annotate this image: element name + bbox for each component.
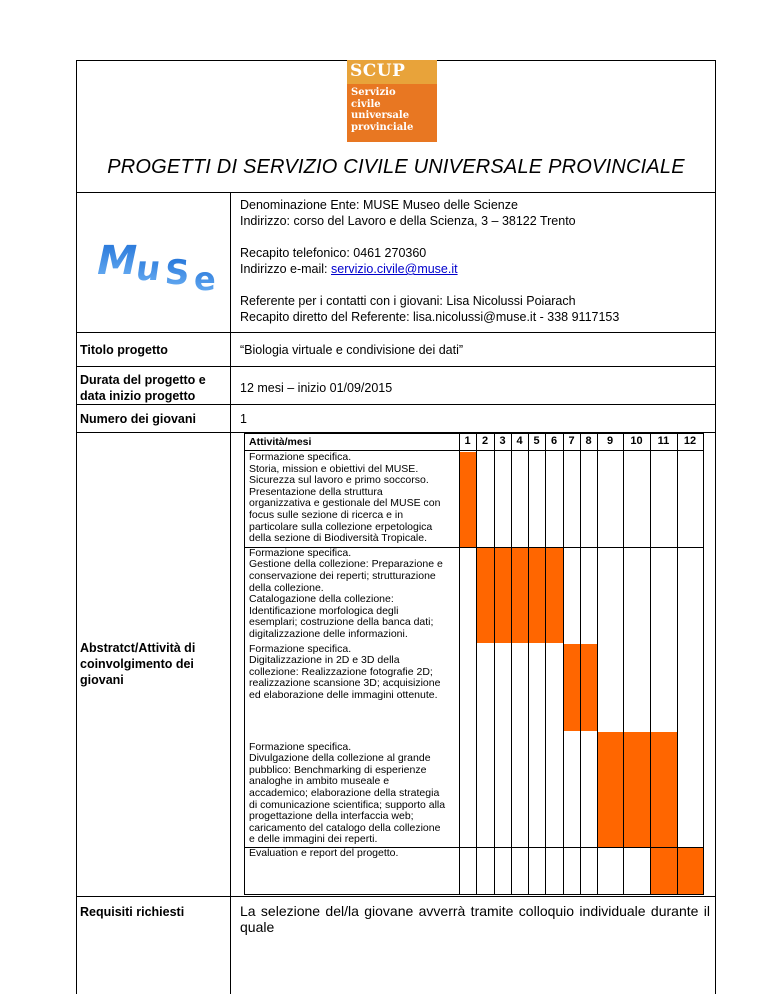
activity-description	[249, 742, 457, 846]
durata-label-2: data inizio progetto	[80, 389, 196, 403]
requisiti-label: Requisiti richiesti	[80, 905, 185, 919]
scup-logo-line: civile	[351, 98, 381, 110]
durata-value: 12 mesi – inizio 01/09/2015	[240, 381, 393, 395]
activity-month-bar	[651, 732, 677, 847]
activity-description	[249, 644, 457, 702]
ente-recapito-referente: Recapito diretto del Referente: lisa.nicolussi@muse.it - 338 9117153	[240, 310, 620, 324]
activity-description	[249, 452, 457, 545]
activity-month-bar	[512, 548, 528, 643]
activity-description	[249, 848, 457, 860]
titolo-value: “Biologia virtuale e condivisione dei dati”	[240, 343, 464, 357]
scup-logo-line: universale	[351, 110, 410, 121]
activity-text-line: Divulgazione della collezione al grande	[249, 752, 431, 765]
month-label: 5	[533, 435, 540, 447]
activity-month-bar	[598, 732, 623, 847]
month-label: 1	[464, 435, 471, 447]
activity-month-bar	[624, 732, 650, 847]
email-label: Indirizzo e-mail:	[240, 262, 331, 276]
activity-schedule-table	[244, 433, 704, 895]
activity-text-line: della sezione di Biodiversità Tropicale.	[249, 532, 428, 545]
month-column-line	[528, 434, 529, 894]
month-label: 10	[630, 435, 643, 447]
activity-month-bar	[651, 848, 677, 894]
ente-denominazione: Denominazione Ente: MUSE Museo delle Scienze	[240, 198, 518, 212]
activity-month-bar	[460, 452, 476, 547]
divider	[76, 332, 716, 333]
svg-text:u: u	[133, 249, 164, 289]
svg-text:e: e	[194, 260, 216, 298]
svg-text:S: S	[163, 253, 191, 293]
activity-text-line: caricamento del catalogo della collezione	[249, 821, 441, 834]
month-label: 7	[568, 435, 575, 447]
scup-logo	[347, 60, 437, 142]
requisiti-value: La selezione del/la giovane avverrà tramite colloquio individuale durante il quale	[240, 903, 710, 935]
email-link[interactable]: servizio.civile@muse.it	[331, 262, 458, 276]
activity-description	[249, 548, 457, 641]
abstract-label-2: coinvolgimento dei	[80, 657, 194, 671]
activity-month-bar	[564, 644, 580, 731]
month-label: 9	[606, 435, 614, 447]
month-column-line	[459, 434, 460, 894]
svg-text:M: M	[92, 236, 143, 284]
ente-indirizzo: Indirizzo: corso del Lavoro e della Scienza, 3 – 38122 Trento	[240, 214, 576, 228]
schedule-header-label: Attività/mesi	[249, 436, 312, 448]
month-column-line	[623, 434, 624, 894]
month-column-line	[545, 434, 546, 894]
month-column-line	[677, 434, 678, 894]
numero-value: 1	[240, 412, 247, 426]
activity-text-line: particolare sulla collezione erpetologica	[249, 520, 433, 533]
ente-email-row	[240, 261, 458, 277]
activity-text-line: e delle immagini dei reperti.	[249, 833, 378, 846]
scup-logo-line: Servizio	[351, 87, 396, 98]
divider	[76, 192, 716, 193]
month-column-line	[650, 434, 651, 894]
activity-text-line: conservazione dei reperti; strutturazione	[249, 569, 436, 582]
muse-logo	[92, 228, 226, 298]
activity-month-bar	[495, 548, 511, 643]
divider	[76, 896, 716, 897]
page-title: PROGETTI DI SERVIZIO CIVILE UNIVERSALE PROVINCIALE	[107, 156, 685, 178]
activity-text-line: analoghe in ambito museale e	[249, 775, 390, 788]
ente-telefono: Recapito telefonico: 0461 270360	[240, 246, 427, 260]
activity-text-line: esemplari; costruzione della banca dati;	[249, 616, 434, 629]
activity-text-line: Evaluation e report del progetto.	[249, 846, 399, 859]
activity-text-line: Presentazione della struttura	[249, 485, 383, 498]
month-label: 11	[657, 435, 670, 447]
activity-text-line: Gestione della collezione: Preparazione e	[249, 558, 443, 571]
durata-label-1: Durata del progetto e	[80, 373, 206, 387]
activity-text-line: collezione: Realizzazione fotografie 2D;	[249, 665, 433, 678]
titolo-label: Titolo progetto	[80, 343, 168, 357]
month-label: 3	[499, 435, 506, 447]
activity-month-bar	[546, 548, 563, 643]
divider	[76, 366, 716, 367]
activity-text-line: Formazione specifica.	[249, 451, 352, 463]
activity-month-bar	[529, 548, 545, 643]
activity-text-line: Formazione specifica.	[249, 546, 352, 559]
activity-text-line: della collezione.	[249, 581, 324, 594]
activity-text-line: accademico; elaborazione della strategia	[249, 786, 440, 799]
column-divider	[230, 192, 231, 994]
activity-text-line: ed elaborazione delle immagini ottenute.	[249, 688, 438, 701]
month-column-line	[476, 434, 477, 894]
activity-text-line: realizzazione scansione 3D; acquisizione	[249, 677, 441, 690]
activity-text-line: pubblico: Benchmarking di esperienze	[249, 763, 427, 776]
activity-text-line: Digitalizzazione in 2D e 3D della	[249, 654, 400, 667]
abstract-label-3: giovani	[80, 673, 124, 687]
divider	[76, 404, 716, 405]
activity-month-bar	[581, 644, 597, 731]
month-label: 2	[481, 435, 489, 447]
month-column-line	[580, 434, 581, 894]
activity-text-line: Catalogazione della collezione:	[249, 593, 394, 606]
activity-text-line: organizzativa e gestionale del MUSE con	[249, 497, 441, 510]
month-label: 8	[585, 435, 592, 447]
activity-month-bar	[477, 548, 494, 643]
activity-text-line: digitalizzazione delle informazioni.	[249, 627, 408, 640]
numero-label: Numero dei giovani	[80, 412, 196, 426]
abstract-label-1: Abstratct/Attività di	[80, 641, 196, 655]
activity-text-line: Formazione specifica.	[249, 740, 352, 753]
activity-text-line: progettazione della interfaccia web;	[249, 810, 414, 823]
month-column-line	[563, 434, 564, 894]
activity-text-line: Identificazione morfologica degli	[249, 604, 399, 617]
activity-text-line: Storia, mission e obiettivi del MUSE.	[249, 462, 419, 475]
activity-text-line: focus sulle sezione di ricerca e in	[249, 508, 404, 521]
month-column-line	[597, 434, 598, 894]
scup-logo-title: SCUP	[350, 61, 406, 81]
month-label: 4	[516, 435, 523, 447]
scup-logo-line: provinciale	[351, 121, 414, 133]
month-column-line	[511, 434, 512, 894]
activity-text-line: Formazione specifica.	[249, 642, 352, 655]
activity-text-line: Sicurezza sul lavoro e primo soccorso.	[249, 474, 429, 487]
month-label: 12	[683, 435, 697, 447]
month-column-line	[494, 434, 495, 894]
activity-text-line: di comunicazione scientifica; supporto alla	[249, 798, 446, 811]
activity-month-bar	[678, 848, 703, 894]
month-label: 6	[550, 435, 558, 447]
ente-referente: Referente per i contatti con i giovani: Lisa Nicolussi Poiarach	[240, 294, 576, 308]
